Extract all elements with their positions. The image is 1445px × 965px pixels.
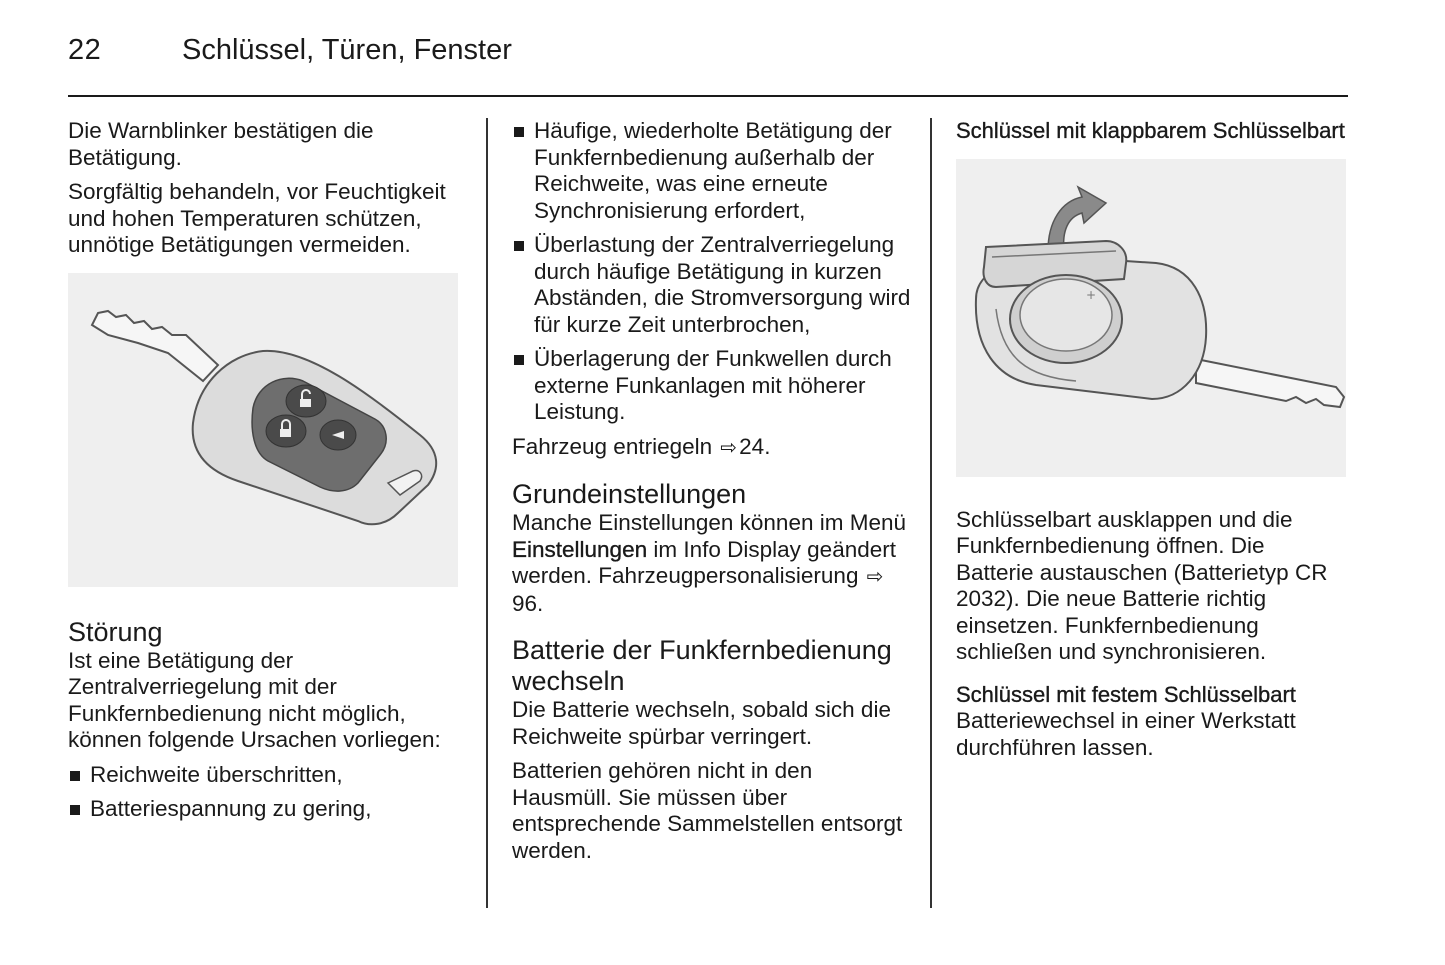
entriegeln-text: Fahrzeug entriegeln	[512, 433, 713, 459]
battery-change-drawing	[956, 159, 1346, 477]
heading-batterie-wechseln: Batterie der Funkfernbedienung wechseln	[512, 635, 892, 696]
header-rule	[68, 95, 1348, 97]
column-middle	[512, 118, 912, 872]
column-divider-2	[930, 118, 932, 908]
column-divider-1	[486, 118, 488, 908]
remote-key-drawing	[68, 273, 458, 587]
paragraph-entriegeln	[512, 434, 912, 462]
heading-stoerung: Störung	[68, 616, 163, 647]
paragraph-batterie-2: Batterien gehören nicht in den Hausmüll. Sie müssen über entsprechende Sammelstellen entsorgt werden.	[512, 758, 903, 863]
remote-key-illustration	[68, 273, 458, 587]
page-number: 22	[68, 34, 102, 66]
chapter-title: Schlüssel, Türen, Fenster	[182, 34, 512, 66]
heading-fester-schluessel: Schlüssel mit festem Schlüsselbart	[956, 681, 1296, 707]
paragraph-sorgfaeltig: Sorgfältig behandeln, vor Feuchtigkeit und hohen Temperaturen schützen, unnötige Betätigungen vermeiden.	[68, 179, 446, 257]
paragraph-batterie-1: Die Batterie wechseln, sobald sich die Reichweite spürbar verringert.	[512, 697, 891, 749]
column-left	[68, 118, 460, 831]
bullet-list-causes-2	[512, 118, 912, 426]
paragraph-stoerung: Ist eine Betätigung der Zentralverriegelung mit der Funkfernbedienung nicht möglich, können folgende Ursachen vorliegen:	[68, 647, 441, 752]
heading-grundeinstellungen: Grundeinstellungen	[512, 479, 747, 509]
column-right	[956, 118, 1346, 769]
page-reference-icon: ⇨	[720, 436, 738, 459]
page-header	[68, 30, 1348, 76]
paragraph-grundeinstellungen	[512, 510, 912, 617]
battery-change-illustration	[956, 159, 1346, 477]
paragraph-klappbarer-schluessel: Schlüsselbart ausklappen und die Funkfernbedienung öffnen. Die Batterie austauschen (Batterietyp CR 2032). Die neue Batterie richtig einsetzen. Funkfernbedienung schließen und synchronisieren.	[956, 506, 1328, 664]
page-reference-icon: ⇨	[866, 566, 884, 588]
grund-text-b: im Info Display geändert werden. Fahrzeugpersonalisierung	[512, 536, 896, 588]
grund-ref[interactable]: 96.	[512, 590, 544, 616]
list-item: Überlastung der Zentralverriegelung durch häufige Betätigung in kurzen Abständen, die Stromversorgung wird für kurze Zeit unterbrochen,	[512, 232, 912, 338]
grund-text-a: Manche Einstellungen können im Menü	[512, 510, 906, 535]
paragraph-warnblinker: Die Warnblinker bestätigen die Betätigung.	[68, 118, 374, 170]
entriegeln-ref[interactable]: 24.	[739, 433, 771, 459]
menu-term-einstellungen: Einstellungen	[512, 536, 648, 562]
heading-klappbarer-schluessel: Schlüssel mit klappbarem Schlüsselbart	[956, 118, 1345, 143]
svg-text:+: +	[1086, 287, 1097, 302]
list-item: Batteriespannung zu gering,	[68, 796, 460, 823]
list-item: Überlagerung der Funkwellen durch externe Funkanlagen mit höherer Leistung.	[512, 346, 912, 426]
list-item: Häufige, wiederholte Betätigung der Funkfernbedienung außerhalb der Reichweite, was eine erneute Synchronisierung erfordert,	[512, 118, 912, 224]
paragraph-fester-schluessel: Batteriewechsel in einer Werkstatt durchführen lassen.	[956, 708, 1296, 760]
list-item: Reichweite überschritten,	[68, 762, 460, 789]
bullet-list-causes-1	[68, 762, 460, 823]
